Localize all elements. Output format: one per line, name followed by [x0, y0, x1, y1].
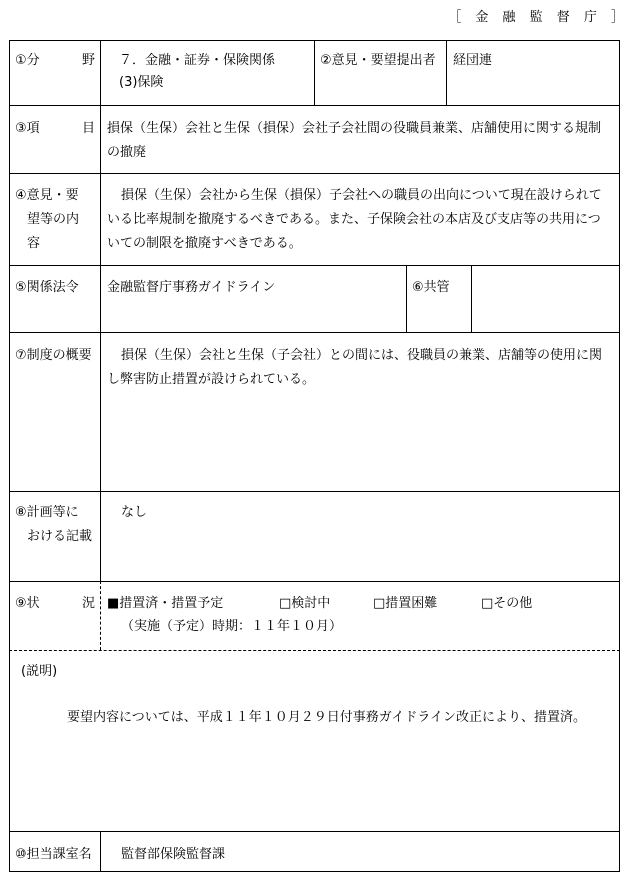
item-label: ③項 目 — [15, 121, 95, 136]
plan-label-line1: ⑧計画等に — [15, 505, 79, 520]
submitter-label: ②意見・要望提出者 — [320, 53, 436, 68]
status-label: ⑨状 況 — [15, 596, 95, 611]
agency-name: ［ 金 融 監 督 庁 ］ — [448, 10, 629, 25]
request-content: 損保（生保）会社から生保（損保）子会社への職員の出向について現在設けられている比率規制を撤廃するべきである。また、子保険会社の本店及び支店等の共用についての制限を撤廃すべきである。 — [107, 188, 602, 251]
status-option-implemented[interactable]: ■措置済・措置予定 — [107, 596, 224, 611]
field-label: ①分 野 — [15, 53, 95, 68]
status-option-other[interactable]: □その他 — [481, 596, 533, 611]
request-label-line2: 望等の内 — [27, 212, 80, 227]
implementation-schedule: （実施（予定）時期：１１年１０月） — [121, 619, 343, 634]
related-law-value: 金融監督庁事務ガイドライン — [107, 280, 276, 295]
jurisdiction-label: ⑥共管 — [412, 280, 450, 295]
checkbox-unchecked-icon: □ — [481, 596, 494, 611]
field-value-primary: ７．金融・証券・保険関係 — [119, 53, 276, 68]
request-form — [9, 40, 620, 872]
item-value: 損保（生保）会社と生保（損保）会社子会社間の役職員兼業、店舗使用に関する規制の撤廃 — [107, 121, 602, 160]
department-label: ⑩担当課室名 — [15, 847, 92, 862]
submitter-value: 経団連 — [453, 53, 493, 68]
plan-label-line2: おける記載 — [27, 529, 93, 544]
department-value: 監督部保険監督課 — [121, 847, 226, 862]
status-option-difficult[interactable]: □措置困難 — [373, 596, 438, 611]
explanation-label: (説明) — [21, 664, 58, 679]
related-law-label: ⑤関係法令 — [15, 280, 79, 295]
request-label-line3: 容 — [27, 236, 41, 251]
checkbox-unchecked-icon: □ — [279, 596, 292, 611]
request-label-line1: ④意見・要 — [15, 188, 79, 203]
field-value-secondary: (3)保険 — [119, 75, 164, 90]
system-overview-label: ⑦制度の概要 — [15, 348, 92, 363]
explanation-text: 要望内容については、平成１１年１０月２９日付事務ガイドライン改正により、措置済。 — [67, 710, 586, 725]
status-option-under-review[interactable]: □検討中 — [279, 596, 331, 611]
plan-value: なし — [121, 505, 148, 520]
system-overview-value: 損保（生保）会社と生保（子会社）との間には、役職員の兼業、店舗等の使用に関し弊害防止措置が設けられている。 — [107, 348, 603, 387]
checkbox-checked-icon: ■ — [107, 596, 120, 611]
checkbox-unchecked-icon: □ — [373, 596, 386, 611]
